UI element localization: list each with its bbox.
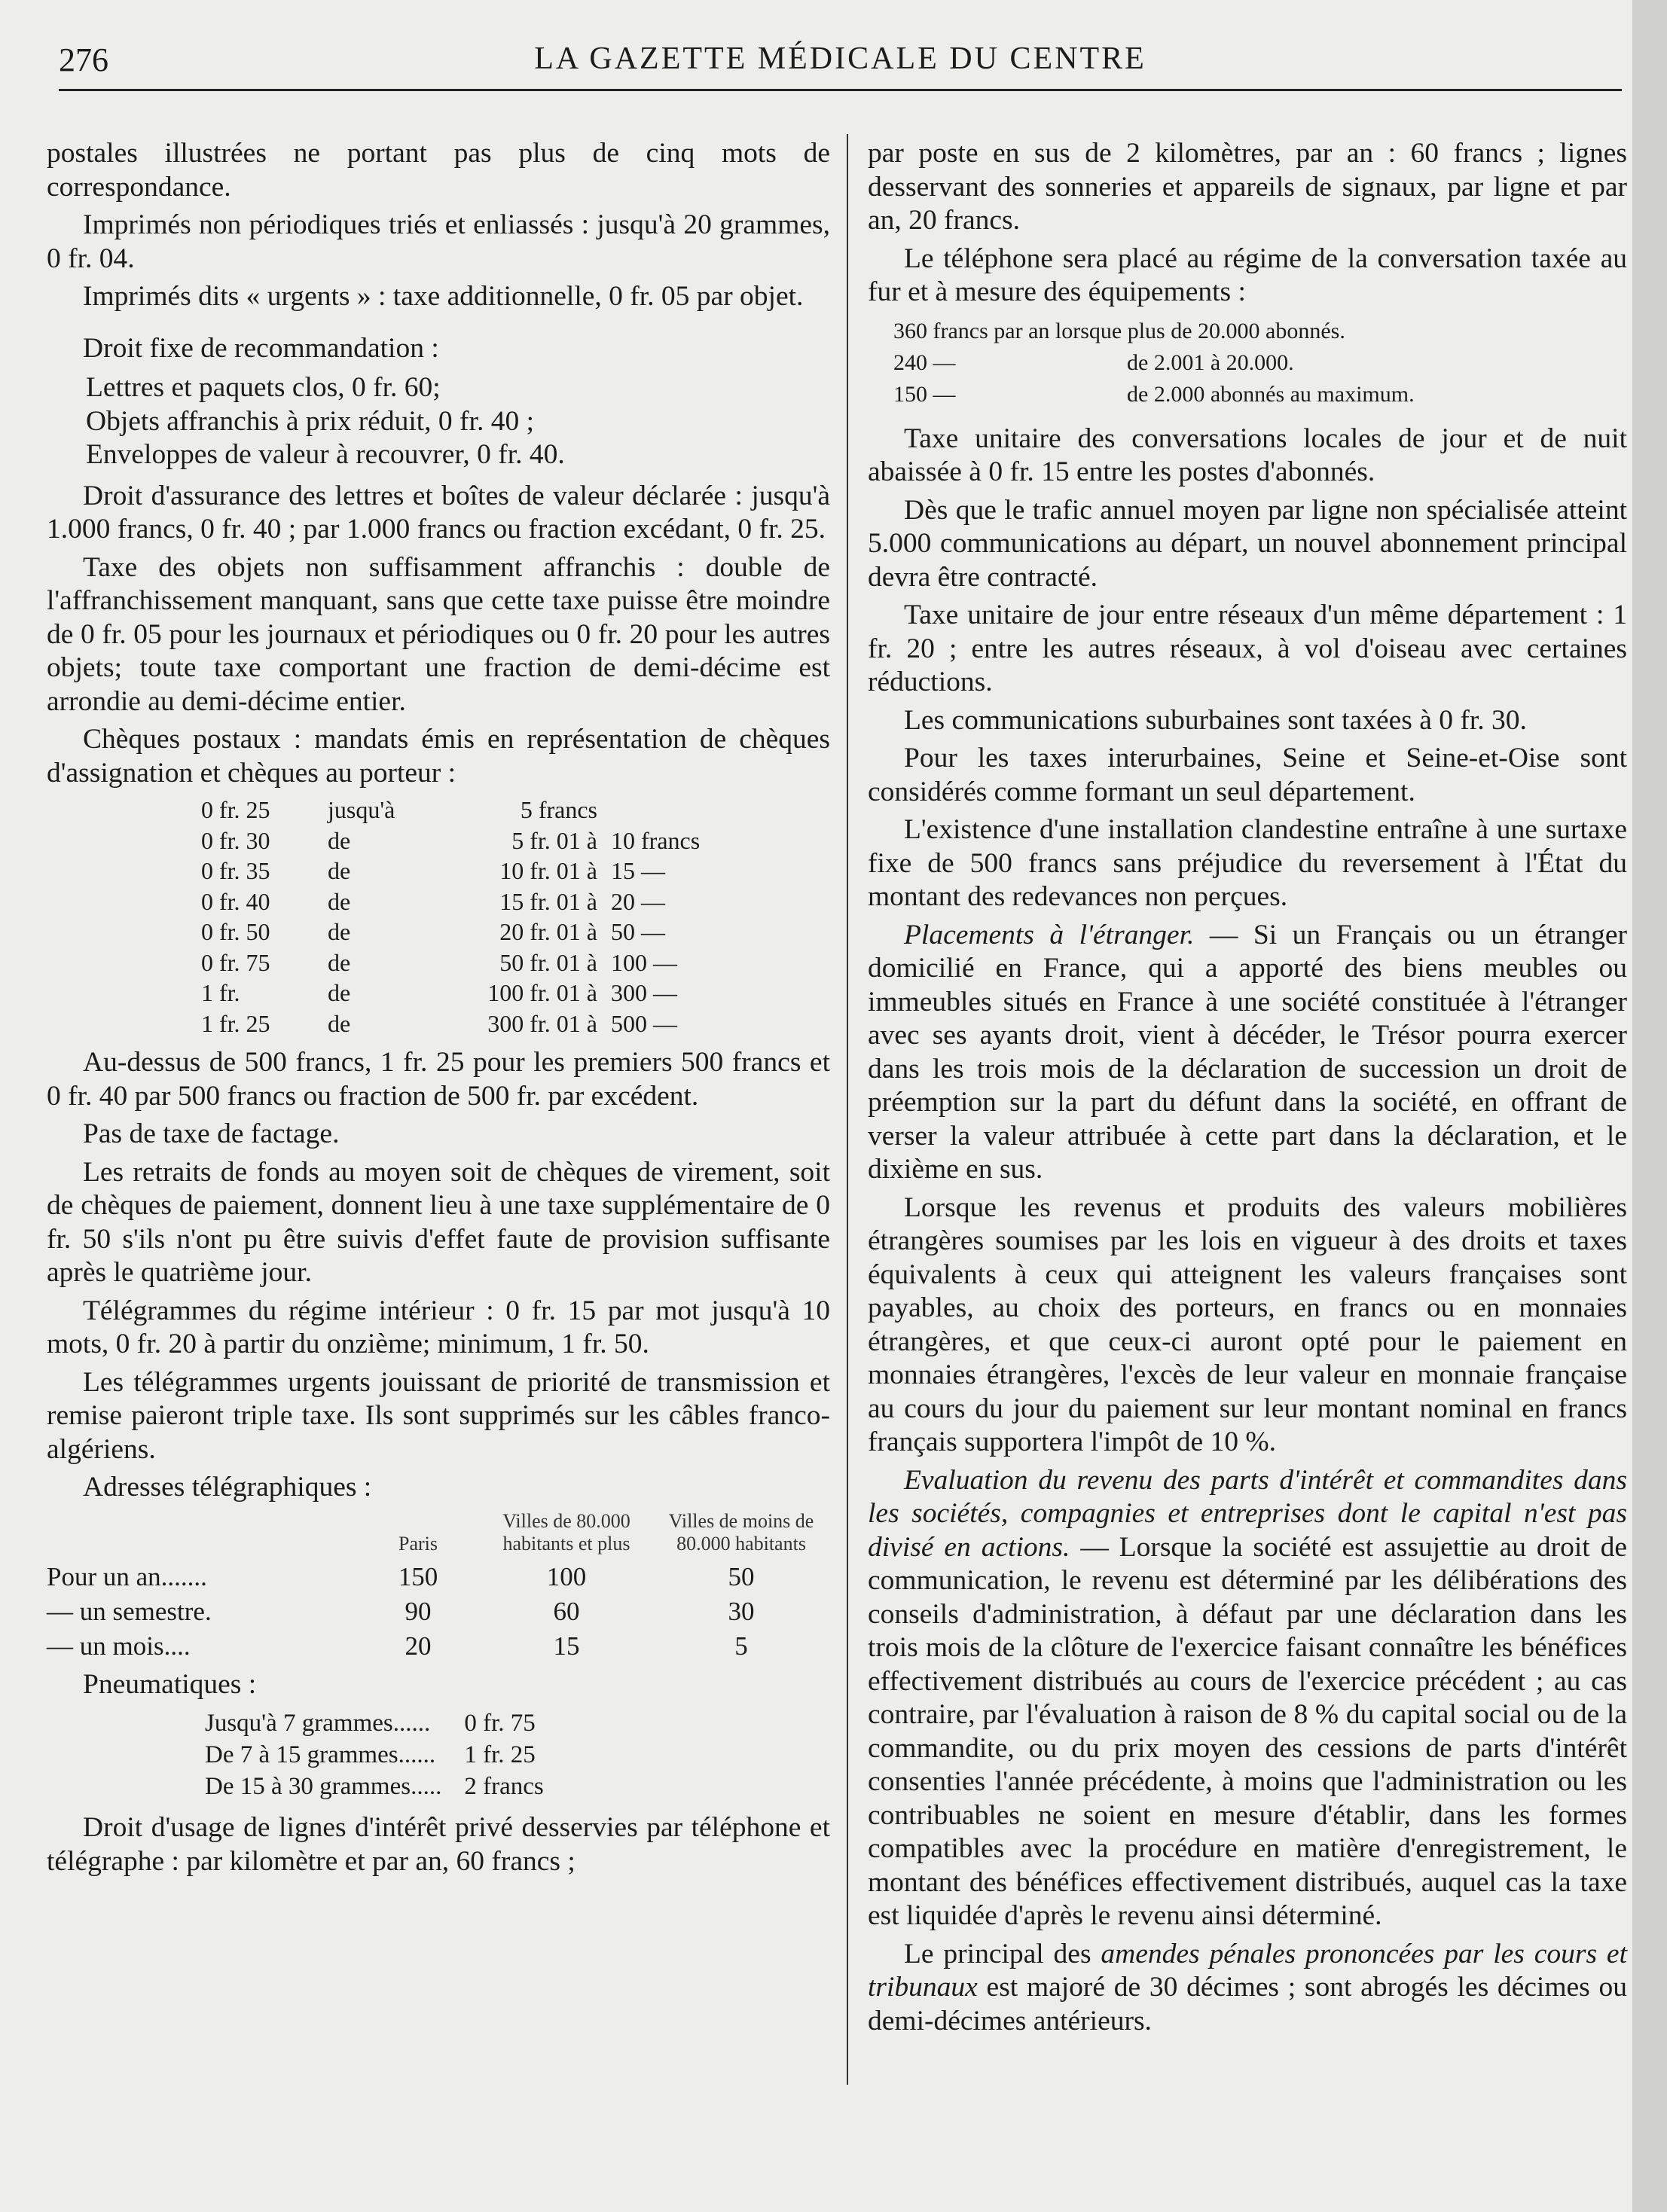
table-row: 1 fr. 25 de 300 fr. 01 à 500 — <box>201 1009 677 1037</box>
table-row: — un mois.... 20 15 5 <box>47 1631 748 1661</box>
section-lead: Placements à l'étranger. <box>904 919 1195 950</box>
paragraph: Taxe des objets non suffisamment affranchis : double de l'affranchissement manquant, sans que cette taxe puisse être moindre de 0 fr. 05 pour les journaux et périodiques ou 0 fr. 20 pour les autres objets; toute taxe comportant une fraction de demi-décime est arrondie au demi-décime entier. <box>47 551 830 717</box>
paragraph: Les télégrammes urgents jouissant de priorité de transmission et remise paieront triple taxe. Ils sont supprimés sur les câbles franco-algériens. <box>47 1366 830 1465</box>
table-row: 0 fr. 30 de 5 fr. 01 à 10 francs <box>201 826 701 854</box>
page-number: 276 <box>59 41 108 78</box>
paragraph-text: est majoré de 30 décimes ; sont abrogés les décimes ou demi-décimes antérieurs. <box>868 1972 1627 2037</box>
paragraph: Taxe unitaire des conversations locales de jour et de nuit abaissée à 0 fr. 15 entre les postes d'abonnés. <box>868 423 1627 487</box>
paragraph: Pas de taxe de factage. <box>83 1118 340 1149</box>
telephone-rates-table <box>893 316 1430 410</box>
table-row: 0 fr. 25 jusqu'à 5 francs <box>201 796 597 823</box>
table-row: 0 fr. 75 de 50 fr. 01 à 100 — <box>201 948 677 976</box>
column-header: Paris <box>398 1532 438 1555</box>
left-column <box>47 137 830 1883</box>
paragraph-text: — Si un Français ou un étranger domicilié en France, qui a apporté des biens meubles ou immeubles situés en France à une société constituée à l'étranger avec ses ayants droit, vient à décéder, le Trésor pourra exercer dans les trois mois de la déclaration de succession un droit de préemption sur la part du défunt dans la société, en offrant de verser la valeur attribuée à cette part dans la déclaration, et le dixième en sus. <box>868 919 1628 1185</box>
list-item: Enveloppes de valeur à recouvrer, 0 fr. 40. <box>86 439 565 470</box>
paragraph: Taxe unitaire de jour entre réseaux d'un même département : 1 fr. 20 ; entre les autres réseaux, à vol d'oiseau avec certaines réductions. <box>868 600 1627 697</box>
pneumatiques-table <box>205 1707 566 1802</box>
italic-phrase: amendes pénales prononcées par les cours et tribunaux <box>868 1938 1627 2003</box>
table-row: De 7 à 15 grammes...... 1 fr. 25 <box>205 1741 536 1768</box>
paragraph: Adresses télégraphiques : <box>83 1472 372 1503</box>
section-lead: Evaluation du revenu des parts d'intérêt et commandites dans les sociétés, compagnies et entreprises dont le capital n'est pas divisé en actions. <box>868 1464 1627 1563</box>
table-row: Pour un an....... 150 100 50 <box>47 1561 755 1591</box>
paragraph: Imprimés non périodiques triés et enliassés : jusqu'à 20 grammes, 0 fr. 04. <box>47 209 830 274</box>
paragraph: Chèques postaux : mandats émis en représentation de chèques d'assignation et chèques au porteur : <box>47 724 830 789</box>
paragraph <box>868 1464 1627 1933</box>
table-row: 0 fr. 50 de 20 fr. 01 à 50 — <box>201 918 665 945</box>
table-row: 150 — de 2.000 abonnés au maximum. <box>893 381 1415 407</box>
paragraph: Au-dessus de 500 francs, 1 fr. 25 pour les premiers 500 francs et 0 fr. 40 par 500 francs ou fraction de 500 fr. par excédent. <box>47 1047 830 1112</box>
paragraph <box>868 1938 1627 2039</box>
table-row: Jusqu'à 7 grammes...... 0 fr. 75 <box>205 1710 536 1737</box>
column-header: Villes de moins de 80.000 habitants <box>668 1509 814 1555</box>
cheques-table <box>201 795 713 1039</box>
recommandation-list <box>47 371 830 472</box>
paragraph: Dès que le trafic annuel moyen par ligne non spécialisée atteint 5.000 communications au départ, un nouvel abonnement principal devra être contracté. <box>868 494 1627 593</box>
table-row: 360 francs par an lorsque plus de 20.000 abonnés. <box>893 318 1345 343</box>
paragraph: Le téléphone sera placé au régime de la conversation taxée au fur et à mesure des équipements : <box>868 243 1627 307</box>
paragraph-text: — Lorsque la société est assujettie au droit de communication, le revenu est déterminé par les délibérations des conseils d'administration, à défaut par une déclaration dans les trois mois de la clôture de l'exercice faisant connaître les bénéfices effectivement distribués au cours de l'exercice précédent ; au cas contraire, par l'évaluation à raison de 8 % du capital social ou de la commandite, ou du prix moyen des cessions de parts d'intérêt consenties l'année précédente, à moins que l'administration ou les contribuables ne soient en mesure d'établir, dans les formes compatibles avec la procédure en matière d'enregistrement, le montant des bénéfices effectivement distribués, auquel cas la taxe est liquidée d'après le revenu ainsi déterminé. <box>868 1531 1628 1931</box>
paragraph-text: Le principal des <box>904 1938 1101 1969</box>
paragraph: par poste en sus de 2 kilomètres, par an : 60 francs ; lignes desservant des sonneries et appareils de signaux, par ligne et par an, 20 francs. <box>868 138 1627 236</box>
paragraph: L'existence d'une installation clandestine entraîne à une surtaxe fixe de 500 francs sans préjudice du reversement à l'État du montant des redevances non perçues. <box>868 814 1627 912</box>
table-row: De 15 à 30 grammes..... 2 francs <box>205 1773 544 1800</box>
table-row: 0 fr. 40 de 15 fr. 01 à 20 — <box>201 887 665 915</box>
paragraph: Droit d'assurance des lettres et boîtes de valeur déclarée : jusqu'à 1.000 francs, 0 fr. 40 ; par 1.000 francs ou fraction excédant, 0 fr. 25. <box>47 480 830 545</box>
page-header <box>59 30 1622 83</box>
paragraph: Droit d'usage de lignes d'intérêt privé desservies par téléphone et télégraphe : par kilomètre et par an, 60 francs ; <box>47 1812 830 1877</box>
table-row: 1 fr. de 100 fr. 01 à 300 — <box>201 979 677 1006</box>
page-edge-shadow <box>1632 0 1667 2212</box>
right-column <box>868 137 1627 2043</box>
table-row: 0 fr. 35 de 10 fr. 01 à 15 — <box>201 857 665 884</box>
paragraph: Les retraits de fonds au moyen soit de chèques de virement, soit de chèques de paiement, donnent lieu à une taxe supplémentaire de 0 fr. 50 s'ils n'ont pu être suivis d'effet faute de provision suffisante après le quatrième jour. <box>47 1156 830 1288</box>
paragraph: Les communications suburbaines sont taxées à 0 fr. 30. <box>904 704 1527 736</box>
running-title: LA GAZETTE MÉDICALE DU CENTRE <box>534 41 1146 76</box>
paragraph <box>868 919 1627 1187</box>
adresses-telegraphiques-table <box>47 1509 830 1664</box>
table-row: 240 — de 2.001 à 20.000. <box>893 349 1294 375</box>
paragraph: Imprimés dits « urgents » : taxe additionnelle, 0 fr. 05 par objet. <box>83 281 804 312</box>
paragraph: Pneumatiques : <box>83 1668 257 1700</box>
table-row: — un semestre. 90 60 30 <box>47 1596 755 1626</box>
list-item: Objets affranchis à prix réduit, 0 fr. 40 ; <box>86 405 534 437</box>
paragraph: Télégrammes du régime intérieur : 0 fr. 15 par mot jusqu'à 10 mots, 0 fr. 20 à partir du onzième; minimum, 1 fr. 50. <box>47 1295 830 1359</box>
paragraph: Pour les taxes interurbaines, Seine et Seine-et-Oise sont considérés comme formant un seul département. <box>868 743 1627 807</box>
header-rule <box>59 89 1622 91</box>
paragraph: Droit fixe de recommandation : <box>83 332 439 364</box>
paragraph: postales illustrées ne portant pas plus de cinq mots de correspondance. <box>47 138 830 203</box>
column-header: Villes de 80.000 habitants et plus <box>502 1509 630 1555</box>
list-item: Lettres et paquets clos, 0 fr. 60; <box>86 372 441 403</box>
paragraph: Lorsque les revenus et produits des valeurs mobilières étrangères soumises par les lois en vigueur à des droits et taxes équivalents à ceux qui atteignent les valeurs françaises sont payables, au choix des porteurs, en francs ou en monnaies étrangères, et que ceux-ci auront opté pour le paiement en monnaies étrangères, l'excès de leur valeur en monnaie française au cours du jour du paiement sur leur montant nominal en francs français supportera l'impôt de 10 %. <box>868 1191 1627 1457</box>
column-divider <box>847 134 848 2085</box>
